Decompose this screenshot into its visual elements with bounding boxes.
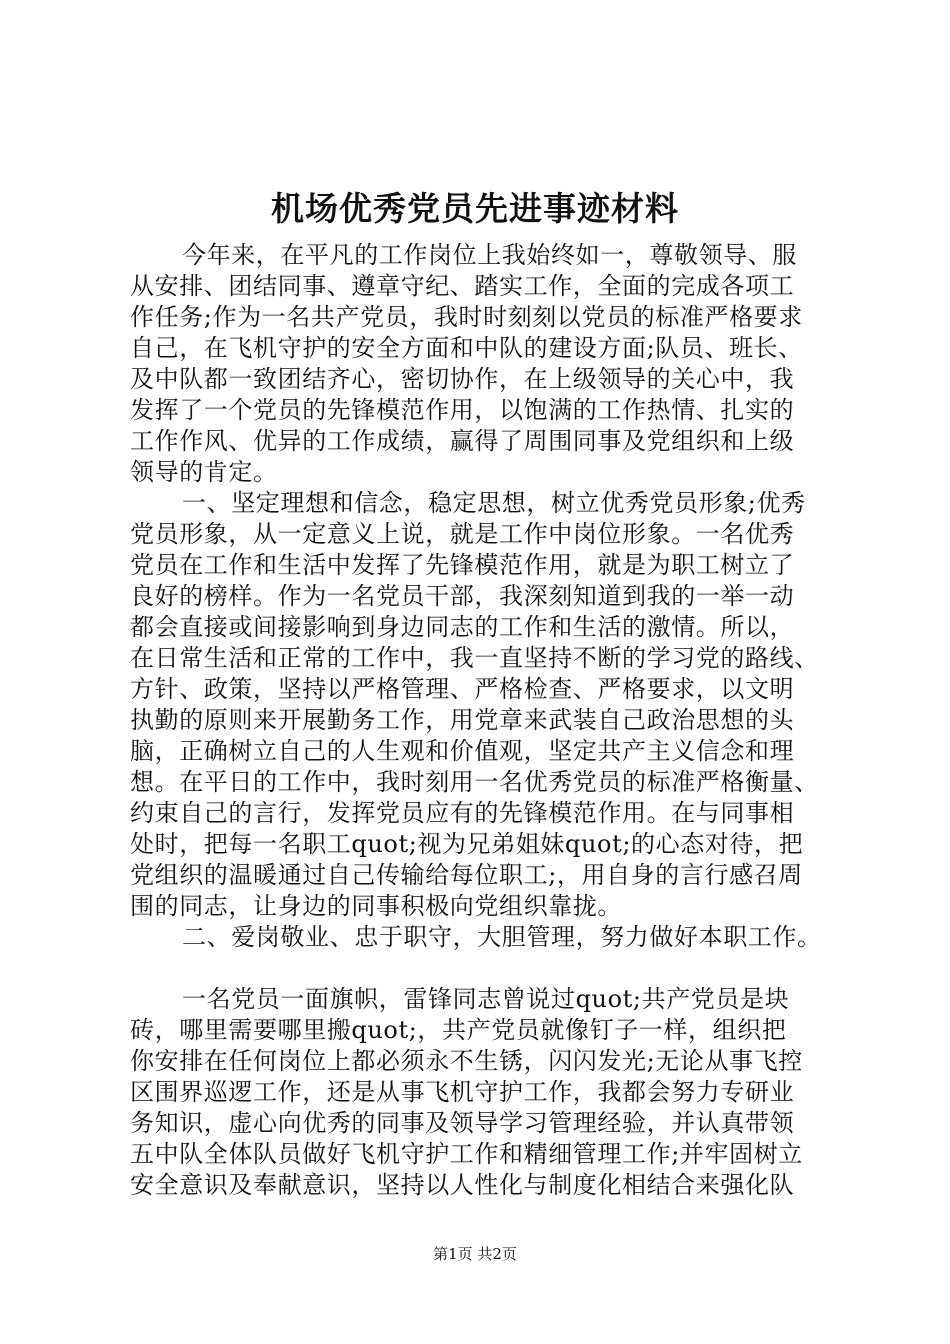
text-line: 方针、政策，坚持以严格管理、严格检查、严格要求，以文明 bbox=[130, 675, 795, 703]
text-line: 工作作风、优异的工作成绩，赢得了周围同事及党组织和上级 bbox=[130, 427, 795, 455]
text-line: 党员在工作和生活中发挥了先锋模范作用，就是为职工树立了 bbox=[130, 551, 795, 579]
text-line: 及中队都一致团结齐心，密切协作，在上级领导的关心中，我 bbox=[130, 365, 795, 393]
text-line: 发挥了一个党员的先锋模范作用，以饱满的工作热情、扎实的 bbox=[130, 396, 795, 424]
text-line: 从安排、团结同事、遵章守纪、踏实工作，全面的完成各项工 bbox=[130, 272, 795, 300]
text-line: 自己，在飞机守护的安全方面和中队的建设方面;队员、班长、 bbox=[130, 334, 803, 362]
text-line: 一名党员一面旗帜，雷锋同志曾说过quot;共产党员是块 bbox=[182, 985, 790, 1013]
text-line: 执勤的原则来开展勤务工作，用党章来武装自己政治思想的头 bbox=[130, 706, 795, 734]
document-title: 机场优秀党员先进事迹材料 bbox=[271, 189, 679, 228]
text-line: 区围界巡逻工作，还是从事飞机守护工作，我都会努力专研业 bbox=[130, 1078, 795, 1106]
text-line: 安全意识及奉献意识，坚持以人性化与制度化相结合来强化队 bbox=[130, 1171, 795, 1199]
blank-line bbox=[130, 953, 824, 984]
text-line: 想。在平日的工作中，我时刻用一名优秀党员的标准严格衡量、 bbox=[130, 768, 819, 796]
text-line: 五中队全体队员做好飞机守护工作和精细管理工作;并牢固树立 bbox=[130, 1140, 803, 1168]
page-footer: 第1页 共2页 bbox=[433, 1245, 517, 1263]
text-line: 领导的肯定。 bbox=[130, 458, 278, 486]
text-line: 处时，把每一名职工quot;视为兄弟姐妹quot;的心态对待，把 bbox=[130, 830, 804, 858]
text-line: 约束自己的言行，发挥党员应有的先锋模范作用。在与同事相 bbox=[130, 799, 795, 827]
text-line: 作任务;作为一名共产党员，我时时刻刻以党员的标准严格要求 bbox=[130, 303, 803, 331]
text-line: 一、坚定理想和信念，稳定思想，树立优秀党员形象;优秀 bbox=[182, 489, 806, 517]
text-line: 二、爱岗敬业、忠于职守，大胆管理，努力做好本职工作。 bbox=[182, 923, 822, 951]
text-line: 都会直接或间接影响到身边同志的工作和生活的激情。所以， bbox=[130, 613, 795, 641]
text-line: 良好的榜样。作为一名党员干部，我深刻知道到我的一举一动 bbox=[130, 582, 795, 610]
text-line: 脑，正确树立自己的人生观和价值观，坚定共产主义信念和理 bbox=[130, 737, 795, 765]
text-line: 务知识，虚心向优秀的同事及领导学习管理经验，并认真带领 bbox=[130, 1109, 795, 1137]
text-line: 砖，哪里需要哪里搬quot;，共产党员就像钉子一样，组织把 bbox=[130, 1016, 787, 1044]
text-line: 在日常生活和正常的工作中，我一直坚持不断的学习党的路线、 bbox=[130, 644, 819, 672]
text-line: 党组织的温暖通过自己传输给每位职工;，用自身的言行感召周 bbox=[130, 861, 803, 889]
text-line: 围的同志，让身边的同事积极向党组织靠拢。 bbox=[130, 892, 622, 920]
text-line: 你安排在任何岗位上都必须永不生锈，闪闪发光;无论从事飞控 bbox=[130, 1047, 803, 1075]
document-body bbox=[130, 240, 824, 1201]
text-line: 党员形象，从一定意义上说，就是工作中岗位形象。一名优秀 bbox=[130, 520, 795, 548]
text-line: 今年来，在平凡的工作岗位上我始终如一，尊敬领导、服 bbox=[182, 241, 797, 269]
